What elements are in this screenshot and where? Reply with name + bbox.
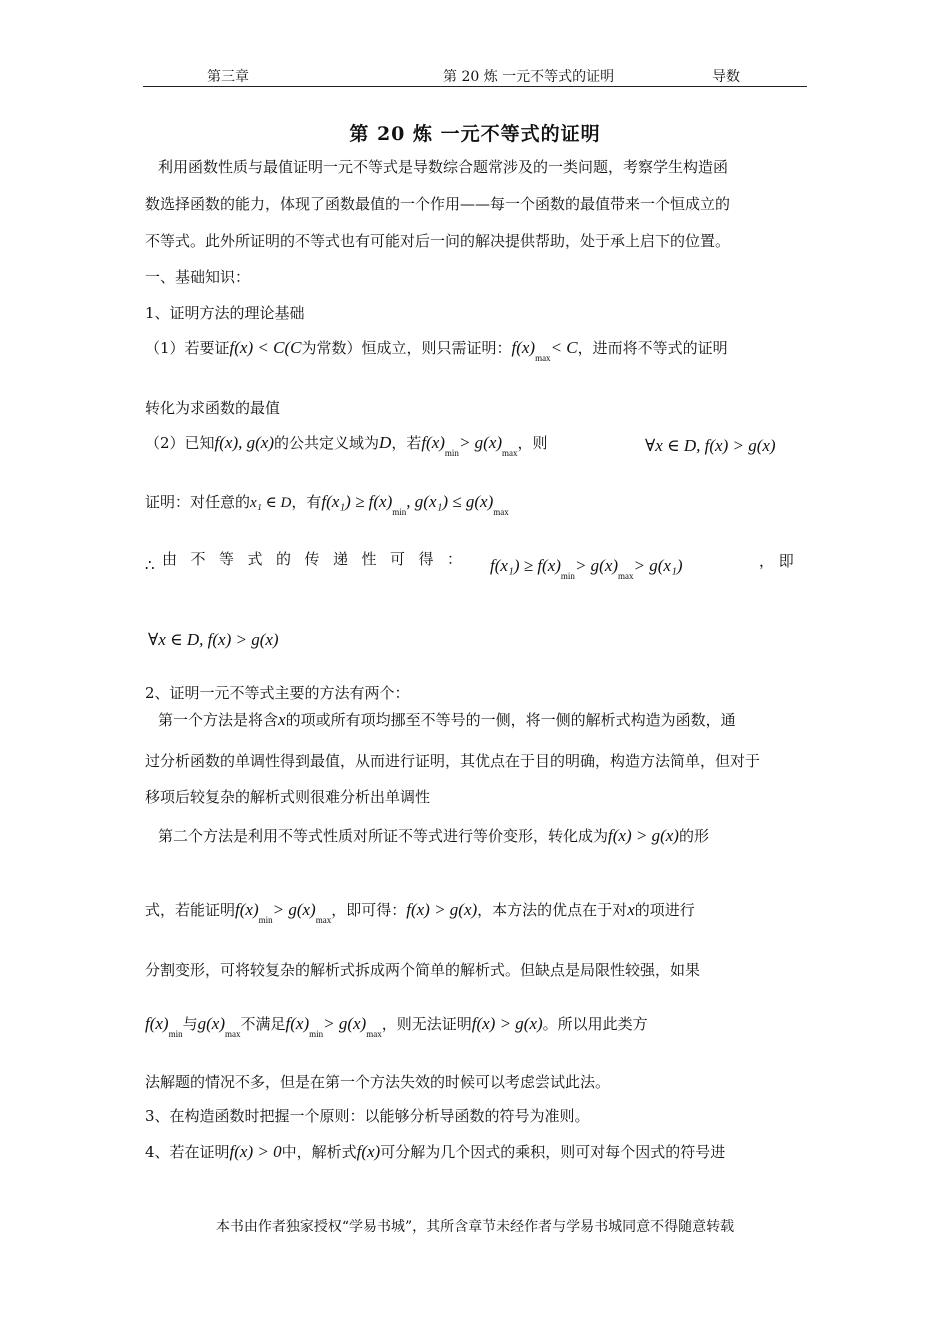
- subscript-max: max: [502, 448, 518, 458]
- subscript-min: min: [258, 915, 273, 925]
- subscript-max: max: [366, 1029, 382, 1039]
- method2-bu: 不满足: [240, 1015, 286, 1033]
- item3: 3、在构造函数时把握一个原则：以能够分析导函数的符号为准则。: [145, 1107, 590, 1125]
- formula-lt-c: < C: [550, 338, 578, 357]
- section-basics: 一、基础知识：: [145, 268, 251, 286]
- proof-line: [145, 492, 509, 517]
- formula-chain-a: f(x₁) ≥ f(x): [490, 556, 561, 575]
- intro-line-2: 数选择函数的能力，体现了函数最值的一个作用——每一个函数的最值带来一个恒成立的: [145, 195, 731, 213]
- formula-fx: f(x): [356, 1142, 381, 1161]
- item1-heading: 1、证明方法的理论基础: [145, 304, 305, 322]
- formula-ineq-b: , g(x₁) ≤ g(x): [406, 492, 494, 511]
- item1-2-line: [145, 433, 548, 458]
- subscript-max: max: [493, 507, 509, 517]
- proof-chain: [490, 556, 683, 581]
- subscript-min: min: [309, 1029, 324, 1039]
- formula-fx: f(x): [285, 1014, 310, 1033]
- subscript-max: max: [618, 571, 634, 581]
- formula-fx-gt-0: f(x) > 0: [229, 1142, 282, 1161]
- formula-chain-c: > g(x₁): [633, 556, 683, 575]
- method1-line-2: 过分析函数的单调性得到最值，从而进行证明，其优点在于目的明确，构造方法简单，但对于: [145, 752, 761, 770]
- item4-c: 可分解为几个因式的乘积，则可对每个因式的符号进: [380, 1143, 726, 1161]
- item1-1-line-2: 转化为求函数的最值: [145, 399, 281, 417]
- formula-fx: f(x): [145, 1014, 169, 1033]
- intro-line-1: 利用函数性质与最值证明一元不等式是导数综合题常涉及的一类问题，考察学生构造函: [158, 158, 729, 176]
- item1-1-prefix: （1）若要证: [145, 339, 230, 357]
- method1-line-3: 移项后较复杂的解析式则很难分析出单调性: [145, 788, 431, 806]
- formula-fx-gt-gx: f(x) > g(x): [471, 1014, 543, 1033]
- method2-l4-end: 。所以用此类方: [542, 1015, 648, 1033]
- item1-1-suffix: ，进而将不等式的证明: [577, 339, 728, 357]
- proof-you: ，有: [291, 493, 322, 511]
- item1-2-ze: ，则: [517, 434, 548, 452]
- method2-l1-end: 的形: [678, 827, 709, 845]
- proof-transit: 由不等式的传递性可得：: [162, 550, 476, 568]
- formula-gx: g(x): [197, 1014, 225, 1033]
- formula-gt-gx: > g(x): [272, 900, 316, 919]
- method2-l1: 第二个方法是利用不等式性质对所证不等式进行等价变形，转化成为: [158, 827, 609, 845]
- variable-x: x: [627, 900, 635, 919]
- variable-x: x: [278, 710, 286, 729]
- subscript-min: min: [444, 448, 459, 458]
- formula-x1-in-d: x₁ ∈ D: [250, 495, 292, 511]
- method2-line-1: [158, 826, 709, 846]
- formula-fx: f(x): [421, 433, 445, 452]
- formula-funcs: f(x), g(x): [214, 433, 275, 452]
- subscript-max: max: [315, 915, 332, 925]
- formula-domain: D: [379, 433, 392, 452]
- subscript-min: min: [560, 571, 575, 581]
- method1-line-1: [158, 710, 736, 730]
- header-rule: [143, 86, 807, 87]
- header-lesson: 第 20 炼 一元不等式的证明: [443, 69, 615, 85]
- item1-2-mid: 的公共定义域为: [274, 434, 380, 452]
- method2-wufa: ，则无法证明: [381, 1015, 472, 1033]
- formula-chain-b: > g(x): [574, 556, 619, 575]
- formula-fx-gt-gx: f(x) > g(x): [406, 900, 478, 919]
- formula-final: ∀x ∈ D, f(x) > g(x): [148, 630, 279, 649]
- footer-copyright: 本书由作者独家授权“学易书城”，其所含章节未经作者与学易书城同意不得随意转载: [215, 1219, 735, 1235]
- item2-heading: 2、证明一元不等式主要的方法有两个：: [145, 684, 410, 702]
- formula-ineq-a: f(x₁) ≥ f(x): [321, 492, 393, 511]
- method2-l2b: ，即可得：: [331, 901, 407, 919]
- formula-fx: f(x): [511, 338, 536, 357]
- method2-l2d: 的项进行: [634, 901, 695, 919]
- header-chapter: 第三章: [207, 69, 249, 85]
- item4-a: 4、若在证明: [145, 1143, 230, 1161]
- method2-line-2: [145, 900, 695, 925]
- method2-yu: 与: [182, 1015, 198, 1033]
- subscript-max: max: [225, 1029, 241, 1039]
- formula-gt-gx: > g(x): [458, 433, 503, 452]
- item4-line: [145, 1142, 725, 1162]
- method2-line-4: [145, 1014, 648, 1039]
- method2-line-3: 分割变形，可将较复杂的解析式拆成两个简单的解析式。但缺点是局限性较强，如果: [145, 961, 701, 979]
- formula-conclusion: ∀x ∈ D, f(x) > g(x): [645, 436, 776, 455]
- formula-c-paren: (C: [284, 338, 302, 357]
- formula-fx: f(x): [235, 900, 259, 919]
- page-title: 第 20 炼 一元不等式的证明: [349, 123, 601, 145]
- proof-label: 证明：对任意的: [145, 493, 251, 511]
- formula-gt-gx: > g(x): [323, 1014, 367, 1033]
- intro-line-3: 不等式。此外所证明的不等式也有可能对后一问的解决提供帮助，处于承上启下的位置。: [145, 232, 731, 250]
- item1-1-line: [145, 338, 728, 363]
- subscript-max: max: [535, 353, 551, 363]
- header-subject: 导数: [712, 69, 740, 85]
- item1-1-mid: 为常数）恒成立，则只需证明：: [301, 339, 512, 357]
- item1-2-ruo: ，若: [391, 434, 422, 452]
- subscript-min: min: [168, 1029, 183, 1039]
- proof-ji: ， 即: [759, 552, 794, 570]
- item4-b: 中，解析式: [281, 1143, 357, 1161]
- method2-l2a: 式，若能证明: [145, 901, 236, 919]
- method2-l2c: ，本方法的优点在于对: [477, 901, 628, 919]
- item1-2-prefix: （2）已知: [145, 434, 215, 452]
- formula-fx-lt-c: f(x) < C: [229, 338, 285, 357]
- method2-line-5: 法解题的情况不多，但是在第一个方法失效的时候可以考虑尝试此法。: [145, 1073, 611, 1091]
- method1-a: 第一个方法是将含: [158, 711, 279, 729]
- formula-fx-gt-gx: f(x) > g(x): [608, 826, 679, 845]
- therefore-symbol: ∴: [145, 556, 155, 574]
- method1-b: 的项或所有项均挪至不等号的一侧，将一侧的解析式构造为函数，通: [285, 711, 736, 729]
- subscript-min: min: [392, 507, 407, 517]
